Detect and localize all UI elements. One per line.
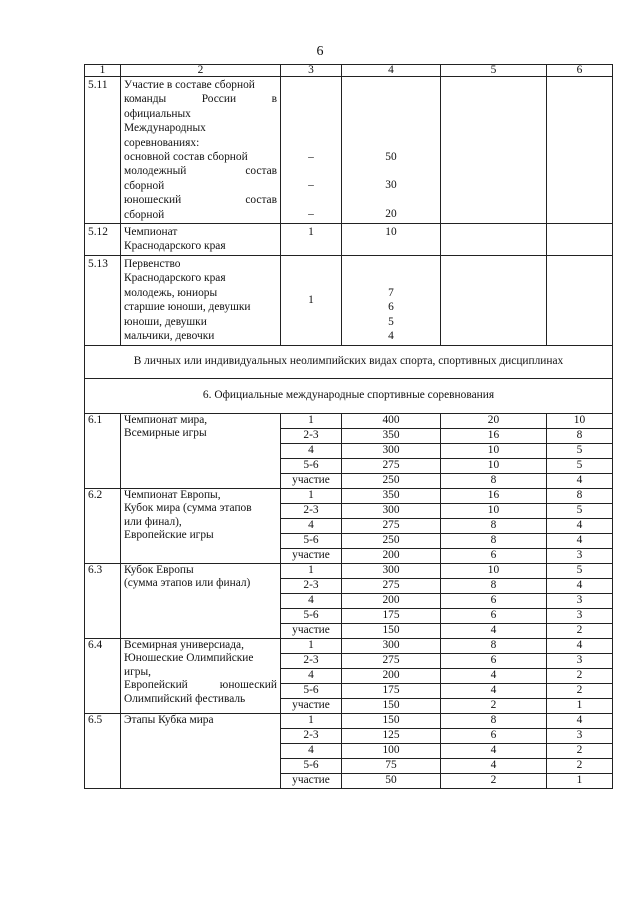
name-line: официальных [124, 107, 191, 120]
place-cell: 4 [281, 443, 342, 458]
value-cell: 8 [441, 533, 547, 548]
row-5-11 [85, 77, 613, 224]
name-line: Участие в составе сборной [124, 79, 255, 91]
table-row [85, 413, 613, 428]
row-name [121, 413, 281, 488]
value-cell: 10 [547, 413, 613, 428]
place-cell: участие [281, 623, 342, 638]
value-cell: 6 [441, 608, 547, 623]
empty-cell [547, 224, 613, 256]
name-line: Кубок Европы [124, 563, 194, 576]
name-line: Олимпийский фестиваль [124, 692, 246, 705]
page-number: 6 [316, 44, 324, 59]
place-cell: 2-3 [281, 728, 342, 743]
value-cell: 4 [441, 623, 547, 638]
row-number: 6.2 [85, 488, 121, 563]
row-name [121, 224, 281, 256]
section-title-row [85, 378, 613, 413]
header-cell: 1 [85, 65, 121, 77]
row-5-12 [85, 224, 613, 256]
value-cell: 1 [547, 698, 613, 713]
name-line: основной состав сборной [124, 151, 248, 164]
value-line: – [308, 151, 314, 163]
name-line: (сумма этапов или финал) [124, 577, 251, 589]
value-cell: 2 [547, 743, 613, 758]
value-cell: 175 [342, 608, 441, 623]
empty-cell [547, 77, 613, 224]
place-cell: участие [281, 773, 342, 788]
value-line: 50 [385, 151, 397, 163]
value-cell: 2 [441, 773, 547, 788]
value-cell: 4 [547, 533, 613, 548]
name-line: Краснодарского края [124, 240, 226, 253]
value-cell: 150 [342, 713, 441, 728]
name-line: Чемпионат мира, [124, 413, 208, 426]
value-cell: 16 [441, 488, 547, 503]
value-line: – [308, 207, 314, 220]
name-line: Европейские игры [124, 529, 214, 541]
place-cell: 4 [281, 743, 342, 758]
value-line: 4 [388, 330, 394, 343]
row-number: 5.13 [85, 255, 121, 345]
points-table [84, 64, 613, 789]
value-cell: 400 [342, 413, 441, 428]
empty-cell [441, 224, 547, 256]
name-line: Этапы Кубка мира [124, 713, 214, 726]
name-line: Международных [124, 122, 206, 135]
place-cell: 1 [281, 713, 342, 728]
value-cell: 10 [441, 563, 547, 578]
name-line: Первенство [124, 257, 181, 270]
value-cell: 275 [342, 518, 441, 533]
section-note-row [85, 345, 613, 378]
value-cell: 300 [342, 503, 441, 518]
value-cell: 300 [342, 638, 441, 653]
value-cell: 350 [342, 428, 441, 443]
value-cell: 125 [342, 728, 441, 743]
value-cell: 4 [441, 668, 547, 683]
value-cell: 1 [547, 773, 613, 788]
value-cell: 8 [547, 488, 613, 503]
value-cell: 8 [441, 518, 547, 533]
empty-cell [441, 255, 547, 345]
places-cell [281, 77, 342, 224]
place-cell: 2-3 [281, 653, 342, 668]
place-cell: 5-6 [281, 608, 342, 623]
name-line: Юношеские Олимпийские [124, 652, 254, 664]
place-cell: 2-3 [281, 503, 342, 518]
value-cell: 4 [547, 578, 613, 593]
name-line: команды России в [124, 93, 277, 106]
header-cell: 2 [121, 65, 281, 77]
value-cell: 4 [547, 638, 613, 653]
value-cell: 350 [342, 488, 441, 503]
row-5-13 [85, 255, 613, 345]
value-cell: 5 [547, 563, 613, 578]
place-cell: 1 [281, 638, 342, 653]
value-line: 5 [388, 315, 394, 328]
name-line: юноши, девушки [124, 315, 207, 328]
value-cell: 6 [441, 728, 547, 743]
name-line: Чемпионат [124, 226, 178, 239]
value-cell: 250 [342, 533, 441, 548]
value-cell: 8 [441, 473, 547, 488]
value-cell: 75 [342, 758, 441, 773]
row-number: 5.12 [85, 224, 121, 256]
value-cell: 4 [547, 473, 613, 488]
value-cell: 5 [547, 503, 613, 518]
value-cell: 16 [441, 428, 547, 443]
place-cell: 1 [281, 488, 342, 503]
name-line: юношеский состав [124, 194, 277, 207]
value-cell: 3 [547, 653, 613, 668]
table-row [85, 638, 613, 653]
value-cell: 50 [342, 773, 441, 788]
place-cell: 5-6 [281, 533, 342, 548]
name-line: Всемирная универсиада, [124, 638, 244, 651]
header-cell: 6 [547, 65, 613, 77]
value-cell: 5 [547, 458, 613, 473]
value-cell: 4 [547, 518, 613, 533]
value-cell: 4 [441, 758, 547, 773]
value-cell: 4 [441, 743, 547, 758]
value-cell: 10 [441, 503, 547, 518]
name-line: сборной [124, 208, 165, 221]
name-line: Всемирные игры [124, 427, 207, 439]
table-row [85, 563, 613, 578]
row-name [121, 563, 281, 638]
points-cell: 10 [342, 224, 441, 256]
row-name [121, 638, 281, 713]
empty-cell [441, 77, 547, 224]
value-cell: 5 [547, 443, 613, 458]
header-cell: 3 [281, 65, 342, 77]
places-cell: 1 [281, 255, 342, 345]
value-cell: 100 [342, 743, 441, 758]
name-line: молодежный состав [124, 165, 277, 178]
value-cell: 300 [342, 563, 441, 578]
section-title: 6. Официальные международные спортивные соревнования [85, 378, 613, 413]
value-cell: 175 [342, 683, 441, 698]
name-line: игры, [124, 665, 151, 678]
value-cell: 3 [547, 728, 613, 743]
table-row [85, 488, 613, 503]
value-cell: 6 [441, 653, 547, 668]
value-cell: 8 [441, 713, 547, 728]
points-cell [342, 255, 441, 345]
value-cell: 150 [342, 623, 441, 638]
place-cell: 5-6 [281, 683, 342, 698]
place-cell: участие [281, 473, 342, 488]
value-cell: 200 [342, 668, 441, 683]
value-cell: 275 [342, 458, 441, 473]
place-cell: участие [281, 548, 342, 563]
value-cell: 2 [547, 683, 613, 698]
value-cell: 275 [342, 578, 441, 593]
name-line: Чемпионат Европы, [124, 488, 221, 501]
value-cell: 8 [441, 638, 547, 653]
value-cell: 2 [441, 698, 547, 713]
header-cell: 4 [342, 65, 441, 77]
places-cell: 1 [281, 224, 342, 256]
value-cell: 3 [547, 608, 613, 623]
row-number: 6.1 [85, 413, 121, 488]
place-cell: 1 [281, 563, 342, 578]
value-cell: 150 [342, 698, 441, 713]
value-cell: 2 [547, 758, 613, 773]
value-line: 6 [388, 301, 394, 314]
value-cell: 20 [441, 413, 547, 428]
name-line: Кубок мира (сумма этапов [124, 502, 252, 514]
section-note: В личных или индивидуальных неолимпийских видах спорта, спортивных дисциплинах [85, 345, 613, 378]
value-cell: 2 [547, 668, 613, 683]
value-line: 7 [388, 286, 394, 299]
value-cell: 250 [342, 473, 441, 488]
name-line: или финал), [124, 515, 182, 528]
value-cell: 10 [441, 458, 547, 473]
place-cell: 4 [281, 518, 342, 533]
value-cell: 275 [342, 653, 441, 668]
place-cell: 5-6 [281, 758, 342, 773]
place-cell: 2-3 [281, 428, 342, 443]
value-cell: 3 [547, 593, 613, 608]
value-line: – [308, 179, 314, 192]
value-cell: 8 [547, 428, 613, 443]
table-row [85, 713, 613, 728]
place-cell: 4 [281, 668, 342, 683]
name-line: старшие юноши, девушки [124, 301, 251, 314]
name-line: Европейский юношеский [124, 679, 277, 691]
value-cell: 3 [547, 548, 613, 563]
row-name [121, 713, 281, 788]
place-cell: 4 [281, 593, 342, 608]
row-number: 6.4 [85, 638, 121, 713]
row-name [121, 255, 281, 345]
value-line: 30 [385, 179, 397, 192]
row-number: 6.3 [85, 563, 121, 638]
points-cell [342, 77, 441, 224]
name-line: Краснодарского края [124, 272, 226, 285]
row-name [121, 488, 281, 563]
value-line: 20 [385, 207, 397, 220]
value-cell: 200 [342, 593, 441, 608]
value-cell: 4 [441, 683, 547, 698]
place-cell: 1 [281, 413, 342, 428]
header-row [85, 65, 613, 77]
value-cell: 2 [547, 623, 613, 638]
empty-cell [547, 255, 613, 345]
row-number: 5.11 [85, 77, 121, 224]
place-cell: участие [281, 698, 342, 713]
row-name [121, 77, 281, 224]
value-cell: 6 [441, 548, 547, 563]
value-cell: 300 [342, 443, 441, 458]
name-line: мальчики, девочки [124, 329, 215, 342]
value-cell: 200 [342, 548, 441, 563]
place-cell: 2-3 [281, 578, 342, 593]
value-cell: 4 [547, 713, 613, 728]
header-cell: 5 [441, 65, 547, 77]
name-line: сборной [124, 179, 165, 192]
place-cell: 5-6 [281, 458, 342, 473]
row-number: 6.5 [85, 713, 121, 788]
value-cell: 8 [441, 578, 547, 593]
name-line: молодежь, юниоры [124, 286, 218, 299]
name-line: соревнованиях: [124, 136, 200, 149]
value-cell: 6 [441, 593, 547, 608]
value-cell: 10 [441, 443, 547, 458]
